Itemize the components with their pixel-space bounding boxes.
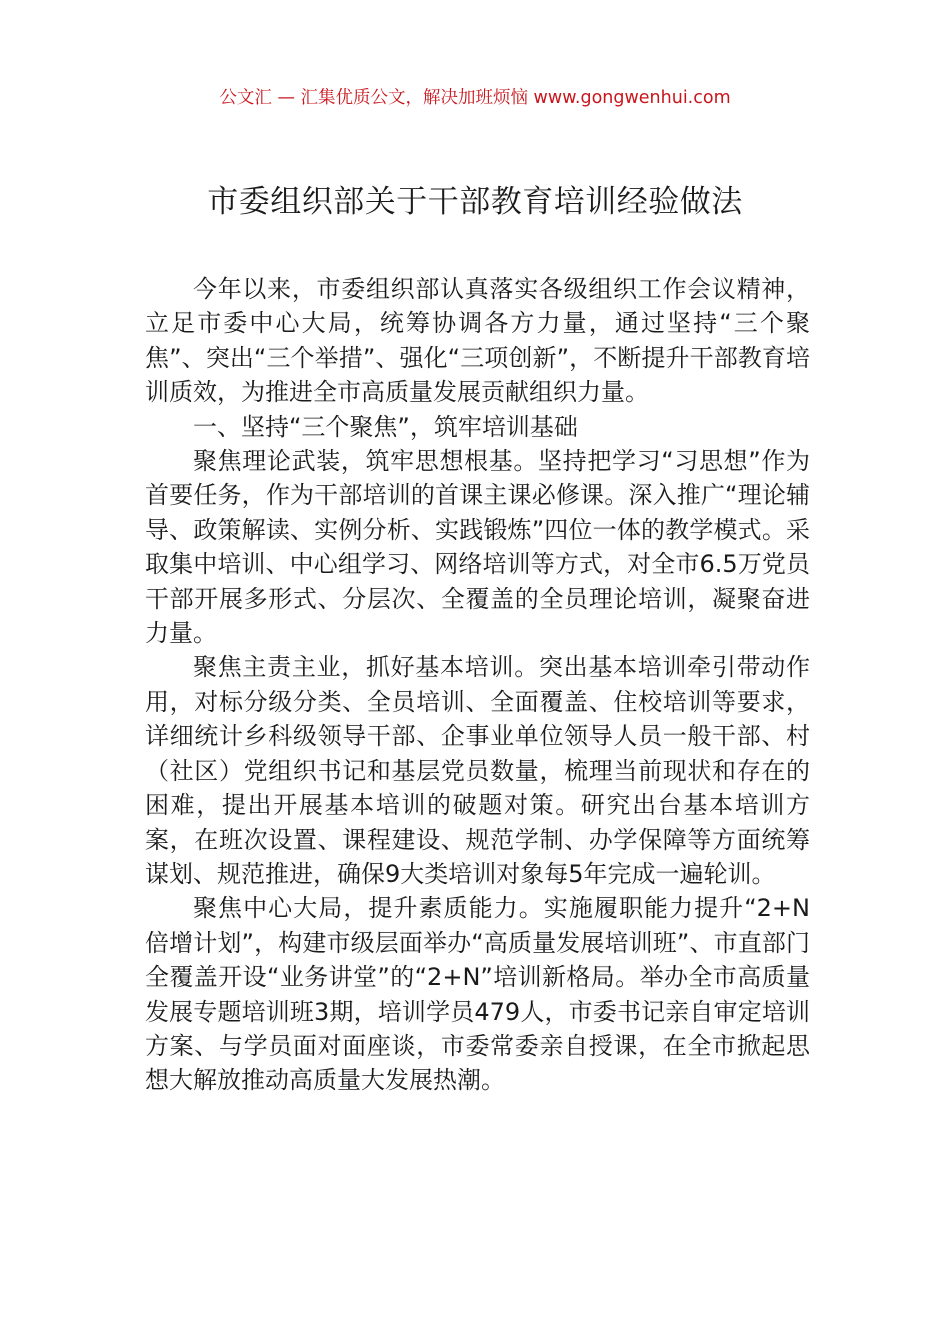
paragraph-central-tasks: 聚焦中心大局，提升素质能力。实施履职能力提升“2+N倍增计划”，构建市级层面举办“高质量发展培训班”、市直部门全覆盖开设“业务讲堂”的“2+N”培训新格局。举办全市高质量发展专题培训班3期，培训学员479人，市委书记亲自审定培训方案、与学员面对面座谈，市委常委亲自授课，在全市掀起思想大解放推动高质量大发展热潮。 [145,894,810,1095]
page-title: 市委组织部关于干部教育培训经验做法 [207,184,743,220]
paragraph-theory: 聚焦理论武装，筑牢思想根基。坚持把学习“习思想”作为首要任务，作为干部培训的首课主课必修课。深入推广“理论辅导、政策解读、实例分析、实践锻炼”四位一体的教学模式。采取集中培训、中心组学习、网络培训等方式，对全市6.5万党员干部开展多形式、分层次、全覆盖的全员理论培训，凝聚奋进力量。 [145,447,810,648]
paragraph-basic-training: 聚焦主责主业，抓好基本培训。突出基本培训牵引带动作用，对标分级分类、全员培训、全面覆盖、住校培训等要求，详细统计乡科级领导干部、企事业单位领导人员一般干部、村（社区）党组织书记和基层党员数量，梳理当前现状和存在的困难，提出开展基本培训的破题对策。研究出台基本培训方案，在班次设置、课程建设、规范学制、办学保障等方面统筹谋划、规范推进，确保9大类培训对象每5年完成一遍轮训。 [145,653,810,888]
paragraph-intro: 今年以来，市委组织部认真落实各级组织工作会议精神，立足市委中心大局，统筹协调各方力量，通过坚持“三个聚焦”、突出“三个举措”、强化“三项创新”，不断提升干部教育培训质效，为推进全市高质量发展贡献组织力量。 [145,275,810,407]
document-body [145,272,810,1098]
section-heading-1: 一、坚持“三个聚焦”，筑牢培训基础 [193,412,578,441]
header-banner[interactable]: 公文汇 — 汇集优质公文，解决加班烦恼 www.gongwenhui.com [219,88,731,108]
